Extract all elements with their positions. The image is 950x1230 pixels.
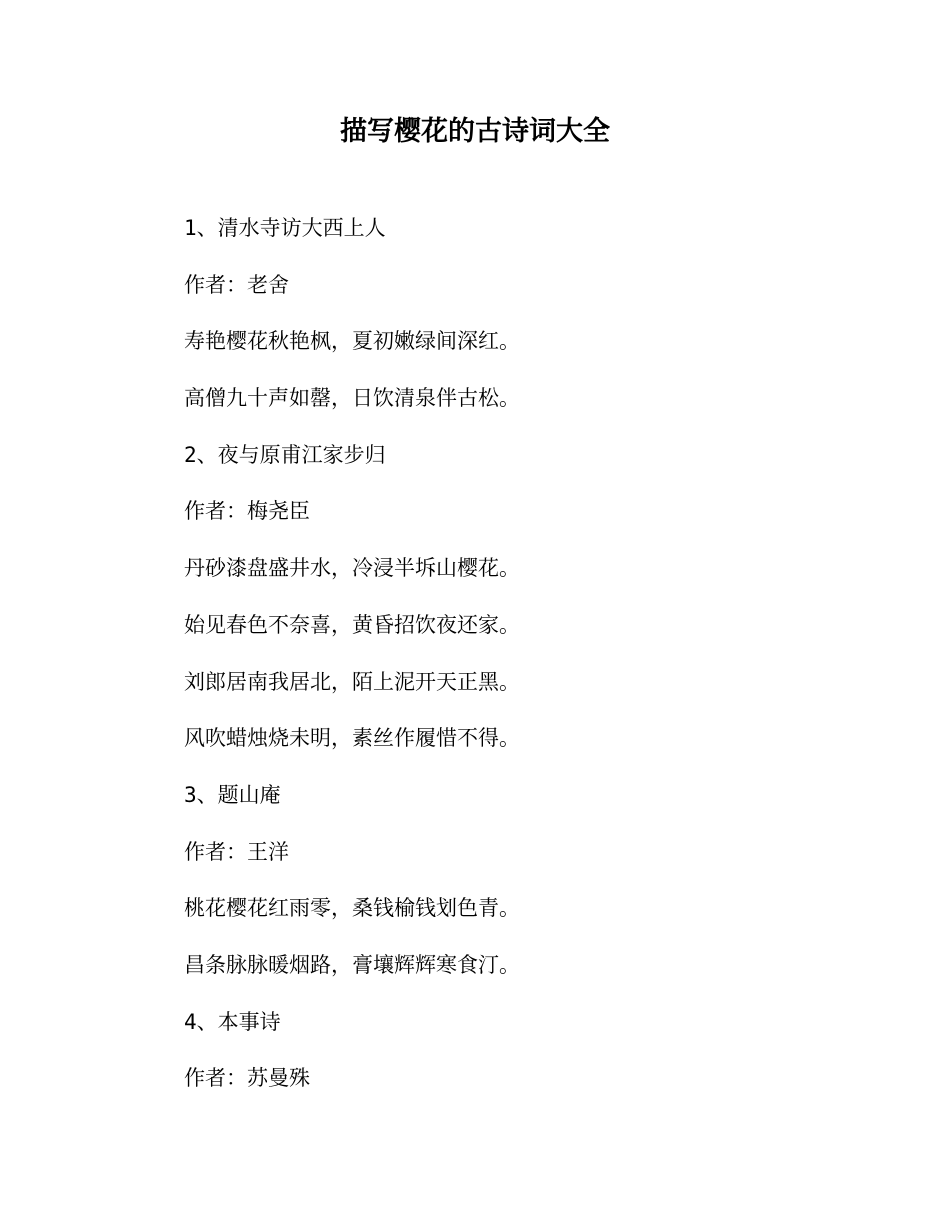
poem-author: 作者：老舍 [184, 272, 289, 297]
poem-heading: 3、题山庵 [184, 782, 281, 807]
poem-verse: 刘郎居南我居北，陌上泥开天正黑。 [184, 669, 520, 694]
poem-verse: 昌条脉脉暖烟路，膏壤辉辉寒食汀。 [184, 952, 520, 977]
poem-verse: 始见春色不奈喜，黄昏招饮夜还家。 [184, 612, 520, 637]
poem-verse: 寿艳樱花秋艳枫，夏初嫩绿间深红。 [184, 329, 520, 354]
poem-author: 作者：王洋 [184, 839, 289, 864]
poem-heading: 1、清水寺访大西上人 [184, 216, 386, 240]
page-title: 描写樱花的古诗词大全 [340, 116, 610, 147]
poem-author: 作者：梅尧臣 [184, 499, 310, 524]
poem-heading: 4、本事诗 [184, 1009, 281, 1034]
poem-verse: 桃花樱花红雨零，桑钱榆钱划色青。 [184, 896, 520, 921]
poem-verse: 高僧九十声如罄，日饮清泉伴古松。 [184, 386, 520, 411]
poem-verse: 丹砂漆盘盛井水，冷浸半坼山樱花。 [184, 556, 520, 581]
poem-heading: 2、夜与原甫江家步归 [184, 442, 386, 467]
document-body [184, 209, 824, 1116]
poem-author: 作者：苏曼殊 [184, 1066, 310, 1091]
poem-verse: 风吹蜡烛烧未明，素丝作履惜不得。 [184, 726, 520, 751]
